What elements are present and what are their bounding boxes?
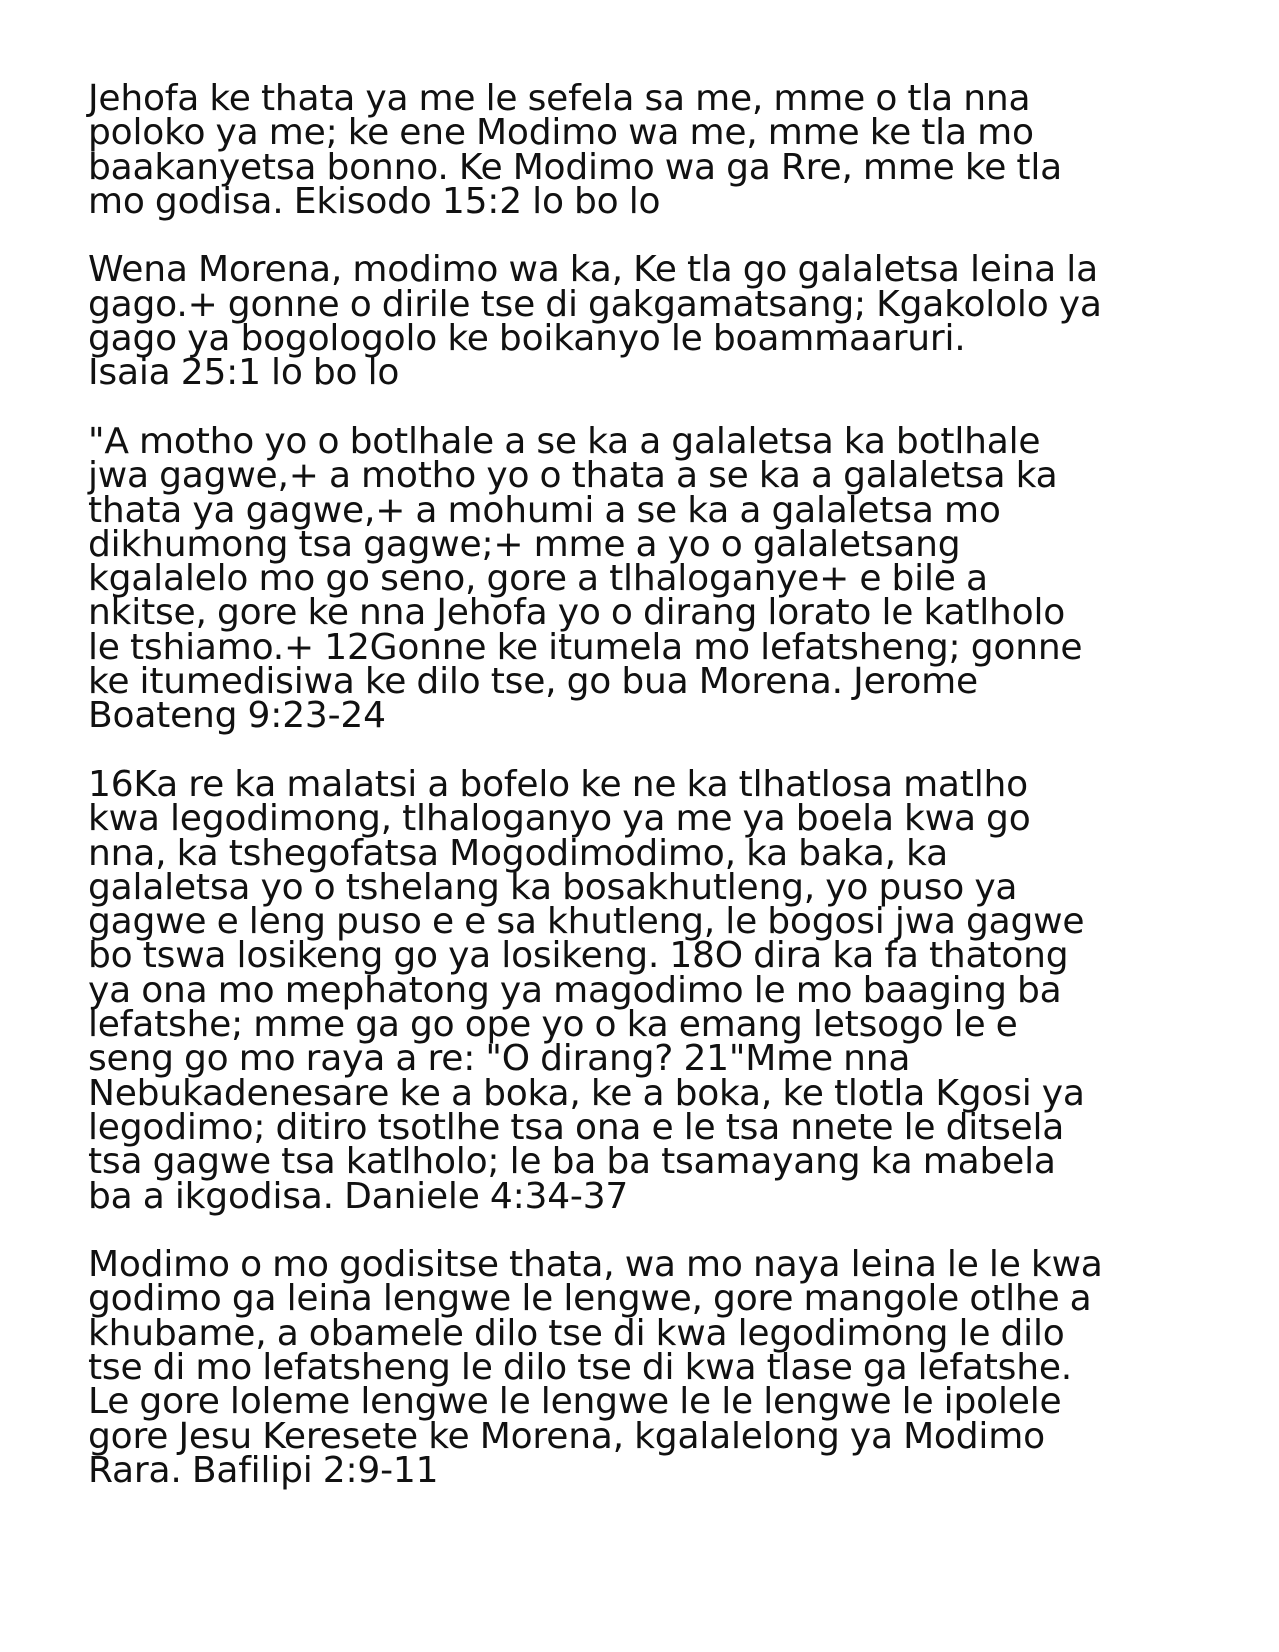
document-page: [88, 78, 1208, 1491]
scripture-paragraph-exodus: Jehofa ke thata ya me le sefela sa me, mme o tla nna poloko ya me; ke ene Modimo wa me, mme ke tla mo baakanyetsa bonno. Ke Modimo wa ga Rre, mme ke tla mo godisa. Ekisodo 15:2 lo bo lo: [88, 78, 1062, 222]
scripture-paragraph-jeremiah: "A motho yo o botlhale a se ka a galaletsa ka botlhale jwa gagwe,+ a motho yo o thata a se ka a galaletsa ka thata ya gagwe,+ a mohumi a se ka a galaletsa mo dikhumong tsa gagwe;+ mme a yo o galaletsang kgalalelo mo go seno, gore a tlhaloganye+ e bile a nkitse, gore ke nna Jehofa yo o dirang lorato le katlholo le tshiamo.+ 12Gonne ke itumela mo lefatsheng; gonne ke itumedisiwa ke dilo tse, go bua Morena. Jerome Boateng 9:23-24: [88, 420, 1083, 737]
scripture-paragraph-daniel: 16Ka re ka malatsi a bofelo ke ne ka tlhatlosa matlho kwa legodimong, tlhaloganyo ya me ya boela kwa go nna, ka tshegofatsa Mogodimodimo, ka baka, ka galaletsa yo o tshelang ka bosakhutleng, yo puso ya gagwe e leng puso e e sa khutleng, le bogosi jwa gagwe bo tswa losikeng go ya losikeng. 18O dira ka fa thatong ya ona mo mephatong ya magodimo le mo baaging ba lefatshe; mme ga go ope yo o ka emang letsogo le e seng go mo raya a re: "O dirang? 21"Mme nna Nebukadenesare ke a boka, ke a boka, ke tlotla Kgosi ya legodimo; ditiro tsotlhe tsa ona e le tsa nnete le ditsela tsa gagwe tsa katlholo; le ba ba tsamayang ka mabela ba a ikgodisa. Daniele 4:34-37: [88, 763, 1085, 1217]
scripture-paragraph-isaiah: Wena Morena, modimo wa ka, Ke tla go galaletsa leina la gago.+ gonne o dirile tse di gakgamatsang; Kgakololo ya gago ya bogologolo ke boikanyo le boammaaruri. Isaia 25:1 lo bo lo: [88, 249, 1102, 394]
scripture-paragraph-philippians: Modimo o mo godisitse thata, wa mo naya leina le le kwa godimo ga leina lengwe le lengwe, gore mangole otlhe a khubame, a obamele dilo tse di kwa legodimong le dilo tse di mo lefatsheng le dilo tse di kwa tlase ga lefatshe. Le gore loleme lengwe le lengwe le le lengwe le ipolele gore Jesu Keresete ke Morena, kgalalelong ya Modimo Rara. Bafilipi 2:9-11: [88, 1244, 1103, 1491]
